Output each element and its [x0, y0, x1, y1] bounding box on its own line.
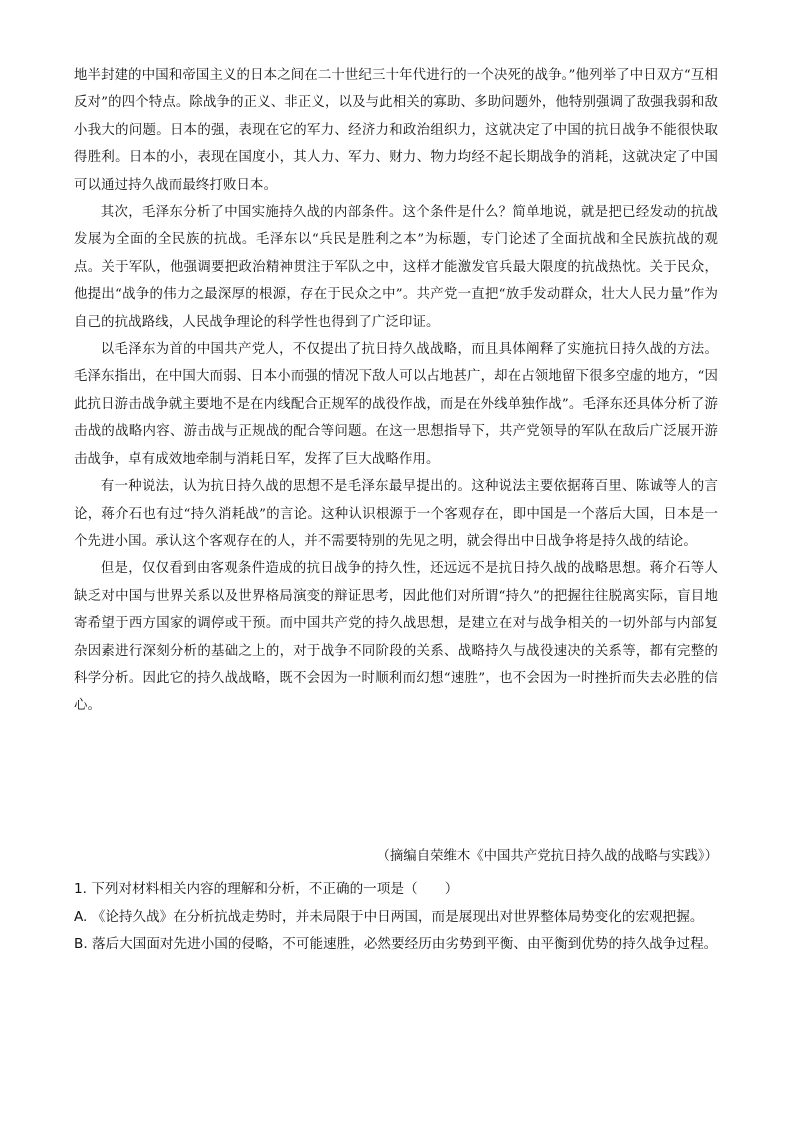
article-body — [74, 62, 718, 720]
option-b: B. 落后大国面对先进小国的侵略，不可能速胜，必然要经历由劣势到平衡、由平衡到优势的持久战争过程。 — [74, 936, 718, 953]
option-a: A. 《论持久战》在分析抗战走势时，并未局限于中日两国，而是展现出对世界整体局势变化的宏观把握。 — [74, 908, 704, 925]
question-stem: 1. 下列对材料相关内容的理解和分析，不正确的一项是（ ） — [74, 881, 459, 897]
paragraph-1: 地半封建的中国和帝国主义的日本之间在二十世纪三十年代进行的一个决死的战争。”他列举了中日双方“互相反对”的四个特点。除战争的正义、非正义，以及与此相关的寡助、多助问题外，他特别强调了敌强我弱和敌小我大的问题。日本的强，表现在它的军力、经济力和政治组织力，这就决定了中国的抗日战争不能很快取得胜利。日本的小，表现在国度小，其人力、军力、财力、物力均经不起长期战争的消耗，这就决定了中国可以通过持久战而最终打败日本。 — [74, 68, 718, 193]
paragraph-3: 以毛泽东为首的中国共产党人，不仅提出了抗日持久战战略，而且具体阐释了实施抗日持久战的方法。毛泽东指出，在中国大而弱、日本小而强的情况下敌人可以占地甚广，却在占领地留下很多空虚的地方，“因此抗日游击战争就主要地不是在内线配合正规军的战役作战，而是在外线单独作战”。毛泽东还具体分析了游击战的战略内容、游击战与正规战的配合等问题。在这一思想指导下，共产党领导的军队在敌后广泛展开游击战争，卓有成效地牵制与消耗日军，发挥了巨大战略作用。 — [74, 342, 718, 467]
paragraph-2: 其次，毛泽东分析了中国实施持久战的内部条件。这个条件是什么？简单地说，就是把已经发动的抗战发展为全面的全民族的抗战。毛泽东以“兵民是胜利之本”为标题，专门论述了全面抗战和全民族抗战的观点。关于军队，他强调要把政治精神贯注于军队之中，这样才能激发官兵最大限度的抗战热忱。关于民众，他提出“战争的伟力之最深厚的根源，存在于民众之中”。共产党一直把“放手发动群众，壮大人民力量”作为自己的抗战路线，人民战争理论的科学性也得到了广泛印证。 — [74, 205, 718, 330]
paragraph-4: 有一种说法，认为抗日持久战的思想不是毛泽东最早提出的。这种说法主要依据蒋百里、陈诚等人的言论，蒋介石也有过“持久消耗战”的言论。这种认识根源于一个客观存在，即中国是一个落后大国，日本是一个先进小国。承认这个客观存在的人，并不需要特别的先见之明，就会得出中日战争将是持久战的结论。 — [74, 479, 718, 549]
question-1 — [74, 876, 718, 959]
paragraph-5: 但是，仅仅看到由客观条件造成的抗日战争的持久性，还远远不是抗日持久战的战略思想。蒋介石等人缺乏对中国与世界关系以及世界格局演变的辩证思考，因此他们对所谓“持久”的把握往往脱离实际，盲目地寄希望于西方国家的调停或干预。而中国共产党的持久战思想，是建立在对与战争相关的一切外部与内部复杂因素进行深刻分析的基础之上的，对于战争不同阶段的关系、战略持久与战役速决的关系等，都有完整的科学分析。因此它的持久战战略，既不会因为一时顺利而幻想“速胜”，也不会因为一时挫折而失去必胜的信心。 — [74, 561, 718, 714]
source-citation: （摘编自荣维木《中国共产党抗日持久战的战略与实践》） — [376, 849, 718, 864]
